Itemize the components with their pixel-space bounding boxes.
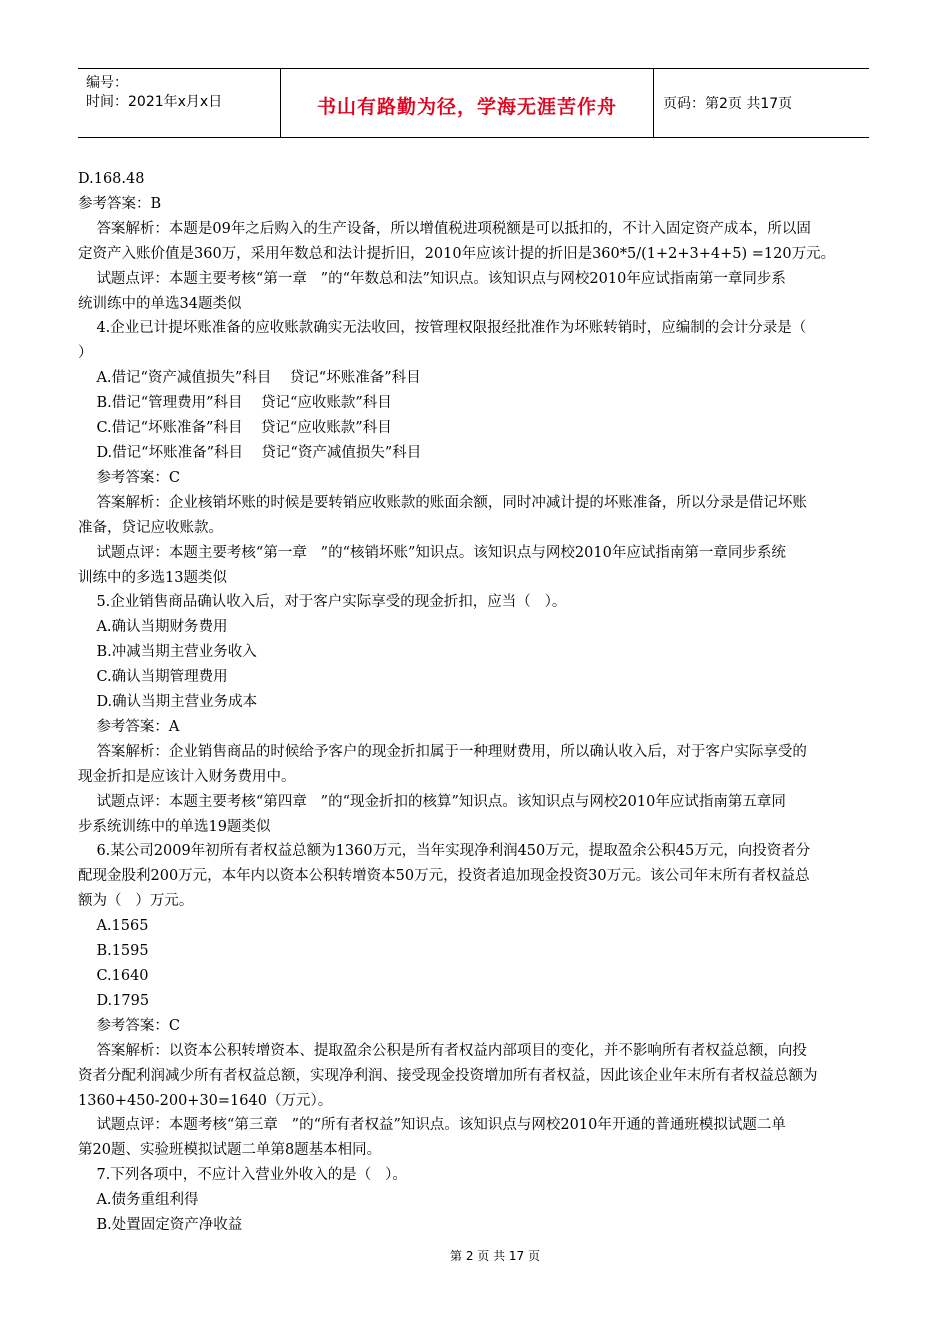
text-line: 答案解析：企业销售商品的时候给予客户的现金折扣属于一种理财费用，所以确认收入后，对于客户实际享受的: [78, 743, 807, 760]
text-line: 5.企业销售商品确认收入后，对于客户实际享受的现金折扣，应当（ ）。: [78, 594, 567, 611]
header-motto: 书山有路勤为径，学海无涯苦作舟: [316, 95, 617, 118]
page-header: [78, 68, 869, 138]
text-line: A.确认当期财务费用: [78, 619, 228, 636]
text-line: 答案解析：本题是09年之后购入的生产设备，所以增值税进项税额是可以抵扣的，不计入固定资产成本，所以固: [78, 220, 811, 237]
document-body: [78, 167, 906, 1238]
text-line: B.1595: [78, 943, 149, 960]
text-line: B.冲减当期主营业务收入: [78, 644, 257, 661]
text-line: 1360+450-200+30=1640（万元）。: [78, 1092, 333, 1109]
text-line: 资者分配利润减少所有者权益总额，实现净利润、接受现金投资增加所有者权益，因此该企业年末所有者权益总额为: [78, 1067, 818, 1084]
text-line: C.1640: [78, 968, 149, 984]
text-line: 额为（ ）万元。: [78, 893, 194, 910]
text-line: 现金折扣是应该计入财务费用中。: [78, 768, 296, 785]
text-line: 试题点评：本题考核“第三章 ”的“所有者权益”知识点。该知识点与网校2010年开通的普通班模拟试题二单: [78, 1117, 786, 1134]
text-line: D.1795: [78, 992, 150, 1009]
doc-number-label: 编号：: [86, 75, 128, 91]
text-line: A.债务重组利得: [78, 1192, 199, 1209]
text-line: 参考答案：C: [78, 1017, 181, 1034]
text-line: 答案解析：以资本公积转增资本、提取盈余公积是所有者权益内部项目的变化，并不影响所有者权益总额，向投: [78, 1042, 807, 1059]
header-left-cell: [78, 69, 281, 137]
text-line: 7.下列各项中，不应计入营业外收入的是（ ）。: [78, 1167, 407, 1184]
text-line: D.确认当期主营业务成本: [78, 694, 258, 711]
text-line: B.处置固定资产净收益: [78, 1217, 243, 1234]
text-line: 第20题、实验班模拟试题二单第8题基本相同。: [78, 1142, 382, 1159]
header-page-code: 页码：第2页 共17页: [663, 96, 793, 112]
text-line: 4.企业已计提坏账准备的应收账款确实无法收回，按管理权限报经批准作为坏账转销时，应编制的会计分录是（: [78, 320, 807, 337]
text-line: 参考答案：B: [78, 195, 162, 212]
text-line: 参考答案：C: [78, 469, 181, 486]
text-line: ）: [78, 345, 93, 362]
text-line: C.借记“坏账准备”科目 贷记“应收账款”科目: [78, 420, 392, 437]
text-line: 参考答案：A: [78, 718, 180, 735]
text-line: D.168.48: [78, 171, 145, 187]
text-line: 训练中的多选13题类似: [78, 569, 227, 586]
header-page-cell: [654, 69, 869, 137]
text-line: 试题点评：本题主要考核“第四章 ”的“现金折扣的核算”知识点。该知识点与网校2010年应试指南第五章同: [78, 793, 786, 810]
text-line: 准备，贷记应收账款。: [78, 519, 223, 536]
text-line: 答案解析：企业核销坏账的时候是要转销应收账款的账面余额，同时冲减计提的坏账准备，所以分录是借记坏账: [78, 494, 807, 511]
text-line: 试题点评：本题主要考核“第一章 ”的“核销坏账”知识点。该知识点与网校2010年应试指南第一章同步系统: [78, 544, 786, 561]
text-line: 6.某公司2009年初所有者权益总额为1360万元，当年实现净利润450万元，提取盈余公积45万元，向投资者分: [78, 843, 811, 860]
header-motto-cell: [281, 69, 654, 137]
text-line: 统训练中的单选34题类似: [78, 295, 242, 312]
doc-date-label: 时间：2021年x月x日: [86, 94, 223, 110]
text-line: 试题点评：本题主要考核“第一章 ”的“年数总和法”知识点。该知识点与网校2010年应试指南第一章同步系: [78, 270, 786, 287]
text-line: 定资产入账价值是360万，采用年数总和法计提折旧，2010年应该计提的折旧是360*5/(1+2+3+4+5) =120万元。: [78, 245, 836, 262]
text-line: 步系统训练中的单选19题类似: [78, 818, 271, 835]
text-line: D.借记“坏账准备”科目 贷记“资产减值损失”科目: [78, 444, 422, 461]
text-line: A.借记“资产减值损失”科目 贷记“坏账准备”科目: [78, 370, 421, 387]
text-line: 配现金股利200万元，本年内以资本公积转增资本50万元，投资者追加现金投资30万元。该公司年末所有者权益总: [78, 868, 810, 885]
text-line: A.1565: [78, 918, 149, 935]
page-footer: 第 2 页 共 17 页: [450, 1249, 540, 1263]
text-line: B.借记“管理费用”科目 贷记“应收账款”科目: [78, 395, 392, 412]
text-line: C.确认当期管理费用: [78, 669, 228, 686]
